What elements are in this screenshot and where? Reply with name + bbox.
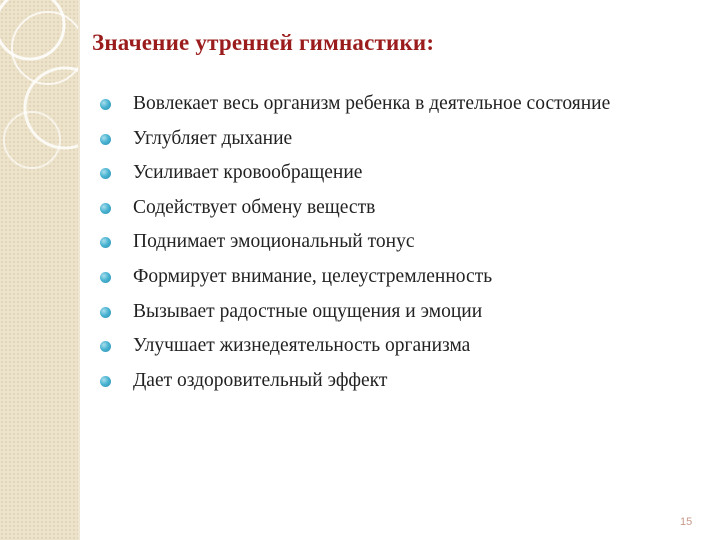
bullet-dot-icon: [100, 307, 111, 318]
page-number: 15: [680, 516, 693, 528]
bullet-dot-icon: [100, 237, 111, 248]
list-item-text: Вызывает радостные ощущения и эмоции: [133, 300, 483, 322]
list-item: [100, 92, 660, 116]
bullet-list: [100, 92, 660, 403]
list-item-text: Вовлекает весь организм ребенка в деятельное состояние: [133, 93, 611, 114]
list-item: [100, 127, 660, 151]
bullet-dot-icon: [100, 272, 111, 283]
list-item: [100, 300, 660, 324]
sidebar-divider: [78, 0, 80, 540]
list-item: [100, 230, 660, 254]
list-item-text: Дает оздоровительный эффект: [133, 369, 388, 391]
slide-title: Значение утренней гимнастики:: [92, 30, 435, 55]
list-item-text: Углубляет дыхание: [133, 127, 293, 149]
bullet-dot-icon: [100, 134, 111, 145]
list-item: [100, 334, 660, 358]
list-item-text: Усиливает кровообращение: [133, 162, 363, 184]
bullet-dot-icon: [100, 203, 111, 214]
list-item-text: Поднимает эмоциональный тонус: [133, 231, 415, 253]
list-item: [100, 369, 660, 393]
bullet-dot-icon: [100, 168, 111, 179]
decorative-sidebar: [0, 0, 78, 540]
bullet-dot-icon: [100, 376, 111, 387]
list-item-text: Улучшает жизнедеятельность организма: [133, 335, 471, 357]
decorative-circles-icon: [0, 0, 78, 540]
list-item-text: Формирует внимание, целеустремленность: [133, 265, 493, 287]
list-item: [100, 196, 660, 220]
bullet-dot-icon: [100, 99, 111, 110]
list-item-text: Содействует обмену веществ: [133, 196, 376, 218]
bullet-dot-icon: [100, 341, 111, 352]
list-item: [100, 161, 660, 185]
list-item: [100, 265, 660, 289]
